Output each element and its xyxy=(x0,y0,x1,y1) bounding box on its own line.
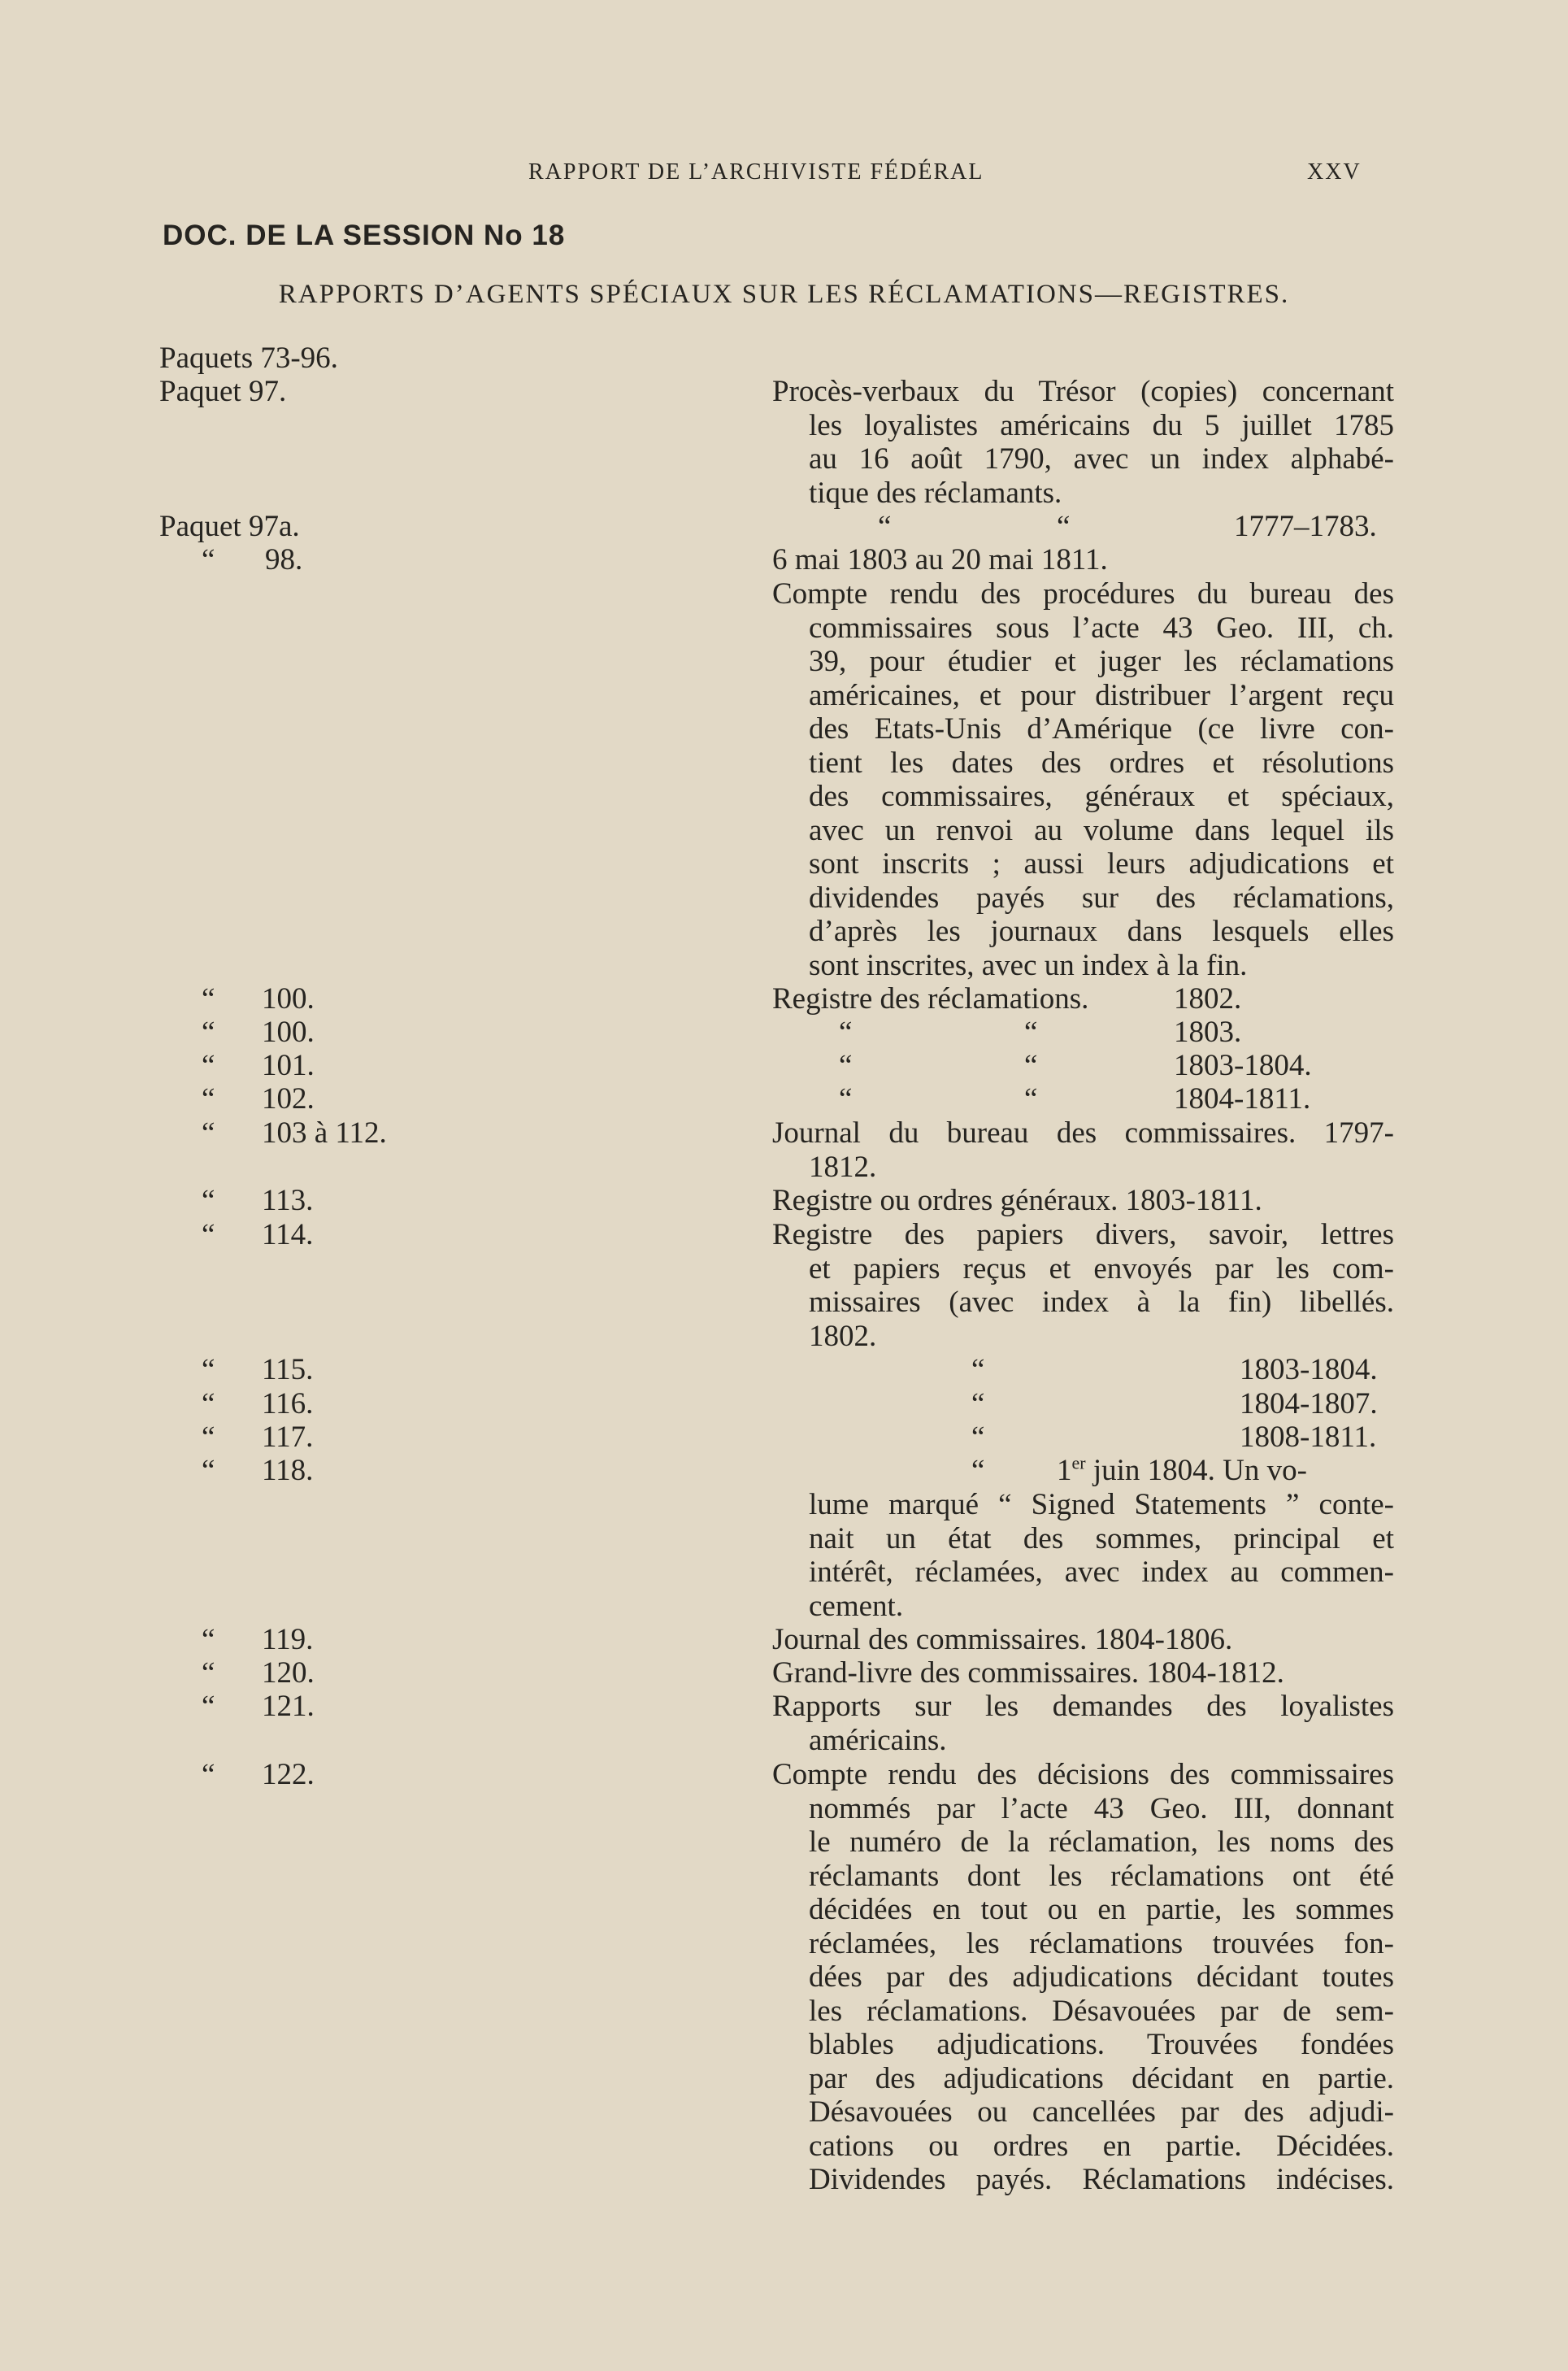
ditto-mark: “ xyxy=(839,1082,853,1116)
entry-text: juin 1804. Un vo- xyxy=(1092,1454,1307,1487)
ditto-mark: “ xyxy=(202,1184,215,1217)
package-number: 115. xyxy=(262,1353,314,1386)
entry-line: 1802. xyxy=(809,1319,877,1353)
package-number: 122. xyxy=(262,1758,315,1791)
package-number: 114. xyxy=(262,1218,314,1251)
entry-97 xyxy=(772,375,1394,510)
entry-line: sont inscrites, avec un index à la fin. xyxy=(809,948,1248,982)
entry-98-dates xyxy=(772,543,1394,577)
entry-line: Dividendes payés. Réclamations indécises. xyxy=(809,2163,1394,2196)
entry-line: Rapports sur les demandes des loyalistes xyxy=(772,1690,1394,1723)
entry-113 xyxy=(772,1184,1394,1218)
entry-line: sont inscrits ; aussi leurs adjudications et xyxy=(809,847,1394,881)
entry-line: et papiers reçus et envoyés par les com- xyxy=(809,1251,1394,1286)
ditto-mark: “ xyxy=(202,1420,215,1454)
entry-line: le numéro de la réclamation, les noms des xyxy=(809,1825,1394,1859)
ditto-mark: “ xyxy=(1024,1049,1038,1082)
ditto-mark: “ xyxy=(878,510,892,543)
entry-98 xyxy=(772,577,1394,982)
ditto-mark: “ xyxy=(971,1353,985,1386)
label-paquet-97a: Paquet 97a. xyxy=(159,510,300,543)
entry-121 xyxy=(772,1690,1394,1757)
entry-115 xyxy=(772,1353,1394,1386)
ditto-mark: “ xyxy=(202,1353,215,1386)
ditto-mark: “ xyxy=(202,1082,215,1116)
running-title: RAPPORT DE L’ARCHIVISTE FÉDÉRAL xyxy=(528,159,984,185)
entry-years: 1808-1811. xyxy=(1240,1420,1377,1454)
entry-line: Registre des papiers divers, savoir, lettres xyxy=(772,1218,1394,1251)
entry-years: 1802. xyxy=(1174,982,1242,1016)
package-number: 113. xyxy=(262,1184,314,1217)
ditto-mark: “ xyxy=(971,1454,985,1487)
entry-116 xyxy=(772,1387,1394,1420)
entry-line: américaines, et pour distribuer l’argent reçu xyxy=(809,678,1394,712)
ditto-mark: “ xyxy=(202,1016,215,1049)
entry-97a xyxy=(772,510,1394,543)
ditto-mark: “ xyxy=(202,1656,215,1690)
entry-line: américains. xyxy=(809,1723,947,1757)
entry-line: d’après les journaux dans lesquels elles xyxy=(809,915,1394,948)
entry-line: Registre ou ordres généraux. 1803-1811. xyxy=(772,1184,1262,1217)
entry-line: Compte rendu des décisions des commissaires xyxy=(772,1758,1394,1791)
package-number: 100. xyxy=(262,1016,315,1049)
entry-line: Journal du bureau des commissaires. 1797- xyxy=(772,1116,1394,1150)
ditto-mark: “ xyxy=(839,1049,853,1082)
entry-line: commissaires sous l’acte 43 Geo. III, ch. xyxy=(809,611,1394,645)
ditto-mark: “ xyxy=(202,1758,215,1791)
entry-line: 1812. xyxy=(809,1150,877,1184)
package-number: 103 à 112. xyxy=(262,1116,387,1150)
entry-line: nait un état des sommes, principal et xyxy=(809,1521,1394,1555)
entry-line: Grand-livre des commissaires. 1804-1812. xyxy=(772,1656,1284,1690)
entry-line: les loyalistes américains du 5 juillet 1785 xyxy=(809,408,1394,442)
entry-line: 6 mai 1803 au 20 mai 1811. xyxy=(772,543,1108,576)
entry-line: missaires (avec index à la fin) libellés. xyxy=(809,1286,1394,1319)
package-number: 118. xyxy=(262,1454,314,1487)
running-head xyxy=(0,159,1568,192)
entry-line: 39, pour étudier et juger les réclamations xyxy=(809,645,1394,678)
entry-122 xyxy=(772,1758,1394,2197)
entry-119 xyxy=(772,1623,1394,1657)
entry-line: tient les dates des ordres et résolutions xyxy=(809,746,1394,780)
entry-years: 1804-1811. xyxy=(1174,1082,1311,1116)
ditto-mark: “ xyxy=(971,1387,985,1420)
entry-line: au 16 août 1790, avec un index alphabé- xyxy=(809,442,1394,476)
ditto-mark: “ xyxy=(971,1420,985,1454)
session-label: DOC. DE LA SESSION No 18 xyxy=(163,220,566,251)
ditto-mark: “ xyxy=(839,1016,853,1049)
ditto-mark: “ xyxy=(202,543,215,576)
entry-line: décidées en tout ou en partie, les sommes xyxy=(809,1893,1394,1926)
package-number: 102. xyxy=(262,1082,315,1116)
ditto-mark: “ xyxy=(1057,510,1071,543)
entry-line: Procès-verbaux du Trésor (copies) concernant xyxy=(772,375,1394,408)
ditto-mark: “ xyxy=(202,1454,215,1487)
entry-line: tique des réclamants. xyxy=(809,476,1062,510)
package-number: 101. xyxy=(262,1049,315,1082)
ditto-mark: “ xyxy=(202,1387,215,1420)
entry-118-first xyxy=(772,1454,1394,1487)
entry-years: 1803. xyxy=(1174,1016,1242,1049)
entry-years: 1804-1807. xyxy=(1240,1387,1378,1420)
package-number: 121. xyxy=(262,1690,315,1723)
entry-100b xyxy=(772,1016,1394,1049)
entry-line: réclamants dont les réclamations ont été xyxy=(809,1859,1394,1893)
ditto-mark: “ xyxy=(1024,1016,1038,1049)
entry-117 xyxy=(772,1420,1394,1454)
entry-118 xyxy=(772,1488,1394,1623)
page-number: XXV xyxy=(1307,159,1362,185)
entry-100 xyxy=(772,982,1394,1016)
section-title: RAPPORTS D’AGENTS SPÉCIAUX SUR LES RÉCLAMATIONS—REGISTRES. xyxy=(278,280,1290,309)
package-number: 100. xyxy=(262,982,315,1016)
entry-line: réclamées, les réclamations trouvées fon- xyxy=(809,1926,1394,1960)
ditto-mark: “ xyxy=(202,1690,215,1723)
entry-line: des Etats-Unis d’Amérique (ce livre con- xyxy=(809,712,1394,746)
entry-line: intérêt, réclamées, avec index au commen- xyxy=(809,1555,1394,1589)
entry-103-112 xyxy=(772,1116,1394,1184)
ditto-mark: “ xyxy=(1024,1082,1038,1116)
entry-line: Journal des commissaires. 1804-1806. xyxy=(772,1623,1233,1656)
package-number: 117. xyxy=(262,1420,314,1454)
entry-120 xyxy=(772,1656,1394,1690)
package-number: 120. xyxy=(262,1656,315,1690)
entry-date xyxy=(1057,1454,1307,1488)
entry-line: blables adjudications. Trouvées fondées xyxy=(809,2028,1394,2061)
package-number: 98. xyxy=(265,543,303,576)
entry-line: lume marqué “ Signed Statements ” conte- xyxy=(809,1488,1394,1521)
entry-label: Registre des réclamations. xyxy=(772,982,1089,1016)
ditto-mark: “ xyxy=(202,1116,215,1150)
entry-line: Compte rendu des procédures du bureau des xyxy=(772,577,1394,611)
entry-line: nommés par l’acte 43 Geo. III, donnant xyxy=(809,1791,1394,1825)
ditto-mark: “ xyxy=(202,1218,215,1251)
day-number: 1 xyxy=(1057,1454,1072,1487)
label-paquet-97: Paquet 97. xyxy=(159,375,287,408)
entry-line: Désavouées ou cancellées par des adjudi- xyxy=(809,2095,1394,2129)
entry-line: avec un renvoi au volume dans lequel ils xyxy=(809,813,1394,847)
ditto-mark: “ xyxy=(202,982,215,1016)
entry-years: 1803-1804. xyxy=(1174,1049,1312,1082)
entry-line: par des adjudications décidant en partie. xyxy=(809,2061,1394,2095)
entry-line: les réclamations. Désavouées par de sem- xyxy=(809,1994,1394,2028)
entry-years: 1803-1804. xyxy=(1240,1353,1378,1386)
entry-114 xyxy=(772,1218,1394,1353)
entry-102 xyxy=(772,1082,1394,1116)
entry-years: 1777–1783. xyxy=(1234,510,1377,543)
entry-line: des commissaires, généraux et spéciaux, xyxy=(809,780,1394,813)
ditto-mark: “ xyxy=(202,1049,215,1082)
entry-line: dées par des adjudications décidant toutes xyxy=(809,1960,1394,1994)
package-number: 116. xyxy=(262,1387,314,1420)
entry-line: cations ou ordres en partie. Décidées. xyxy=(809,2129,1394,2163)
package-number: 119. xyxy=(262,1623,314,1656)
ditto-mark: “ xyxy=(202,1623,215,1656)
entry-101 xyxy=(772,1049,1394,1082)
label-paquets-73-96: Paquets 73-96. xyxy=(159,342,338,375)
entry-line: cement. xyxy=(809,1589,904,1623)
entry-line: dividendes payés sur des réclamations, xyxy=(809,881,1394,915)
ordinal-suffix: er xyxy=(1071,1452,1086,1473)
